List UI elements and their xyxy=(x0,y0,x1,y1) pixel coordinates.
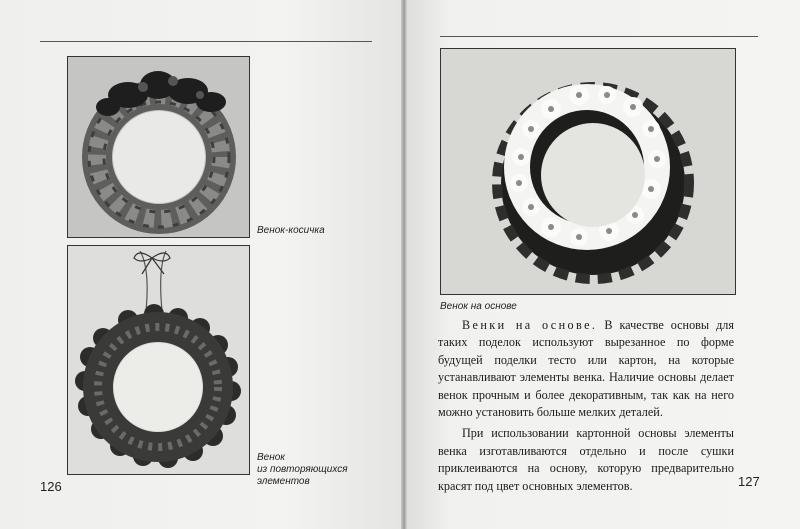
paragraph-text: В качестве основы для таких поделок используют вырезанное по форме будущей поделки тесто или картон, на которые устанавливают элементы венка. Наличие основы делает венок прочным и более декоративным, так как на него можно установить больше мелких деталей. xyxy=(438,318,734,420)
braided-wreath-caption: Венок-косичка xyxy=(257,225,325,236)
scalloped-wreath-caption-line: Венок xyxy=(257,452,286,463)
paragraph: При использовании картонной основы элементы венка изготавливаются отдельно и после сушки приклеиваются на основу, которую предварительно красят под цвет основных элементов. xyxy=(438,426,734,493)
scalloped-wreath-caption xyxy=(257,452,348,488)
book-gutter xyxy=(401,0,407,529)
scalloped-wreath-caption-line: из повторяющихся xyxy=(257,464,348,475)
scalloped-wreath-photo xyxy=(67,245,250,475)
flower-wreath-caption: Венок на основе xyxy=(440,301,517,312)
right-page-number: 127 xyxy=(738,474,760,489)
flower-wreath-photo xyxy=(440,48,736,295)
braided-wreath-photo xyxy=(67,56,250,238)
left-page-number: 126 xyxy=(40,479,62,494)
paragraph xyxy=(438,317,734,421)
right-header-rule xyxy=(440,36,758,37)
left-header-rule xyxy=(40,41,372,42)
paragraph-lead: Венки на основе. xyxy=(462,318,598,332)
body-text xyxy=(438,317,734,495)
scalloped-wreath-caption-line: элементов xyxy=(257,476,310,487)
